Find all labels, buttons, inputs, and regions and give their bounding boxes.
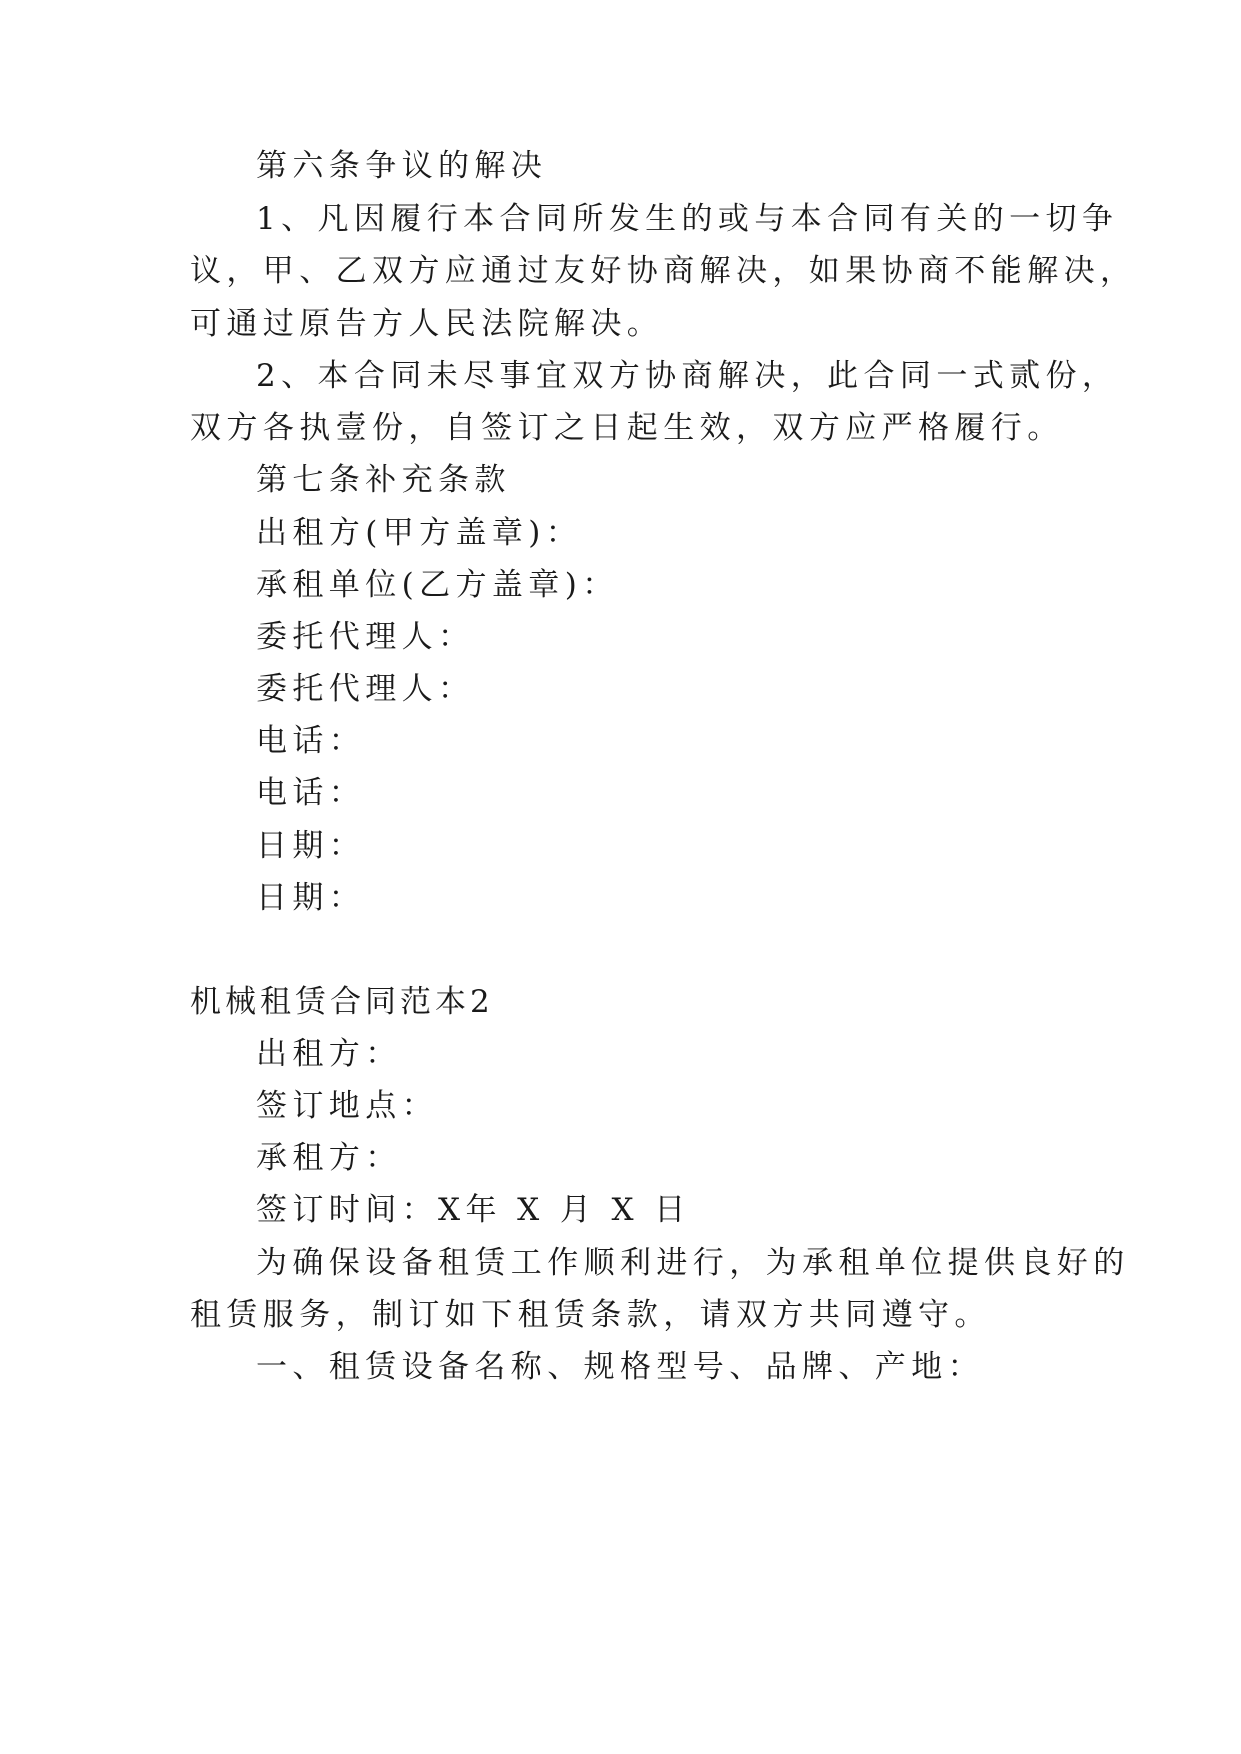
section6-heading: 第六条争议的解决 <box>256 148 548 184</box>
template2-title: 机械租赁合同范本2 <box>190 984 494 1020</box>
clause2-line2: 双方各执壹份，自签订之日起生效，双方应严格履行。 <box>190 410 1064 446</box>
clause1-line1: 1、凡因履行本合同所发生的或与本合同有关的一切争 <box>256 201 1119 237</box>
clause1-line2: 议，甲、乙双方应通过友好协商解决，如果协商不能解决， <box>190 253 1137 289</box>
template2-item1: 一、租赁设备名称、规格型号、品牌、产地： <box>256 1349 984 1385</box>
phone-field-a: 电话： <box>256 723 366 759</box>
clause1-line3: 可通过原告方人民法院解决。 <box>190 306 664 342</box>
lessor-seal-field: 出租方(甲方盖章)： <box>256 515 583 551</box>
phone-field-b: 电话： <box>256 775 366 811</box>
clause2-line1: 2、本合同未尽事宜双方协商解决，此合同一式贰份， <box>256 358 1119 394</box>
lessee-seal-field: 承租单位(乙方盖章)： <box>256 567 619 603</box>
section7-heading: 第七条补充条款 <box>256 462 511 498</box>
template2-lessor-field: 出租方： <box>256 1036 402 1072</box>
template2-sign-place-field: 签订地点： <box>256 1088 438 1124</box>
template2-intro-line1: 为确保设备租赁工作顺利进行，为承租单位提供良好的 <box>256 1245 1130 1281</box>
agent-field-a: 委托代理人： <box>256 619 475 655</box>
agent-field-b: 委托代理人： <box>256 671 475 707</box>
date-field-a: 日期： <box>256 828 366 864</box>
template2-lessee-field: 承租方： <box>256 1140 402 1176</box>
template2-intro-line2: 租赁服务，制订如下租赁条款，请双方共同遵守。 <box>190 1297 991 1333</box>
date-field-b: 日期： <box>256 880 366 916</box>
template2-sign-time-field: 签订时间：X年 X 月 X 日 <box>256 1192 691 1228</box>
